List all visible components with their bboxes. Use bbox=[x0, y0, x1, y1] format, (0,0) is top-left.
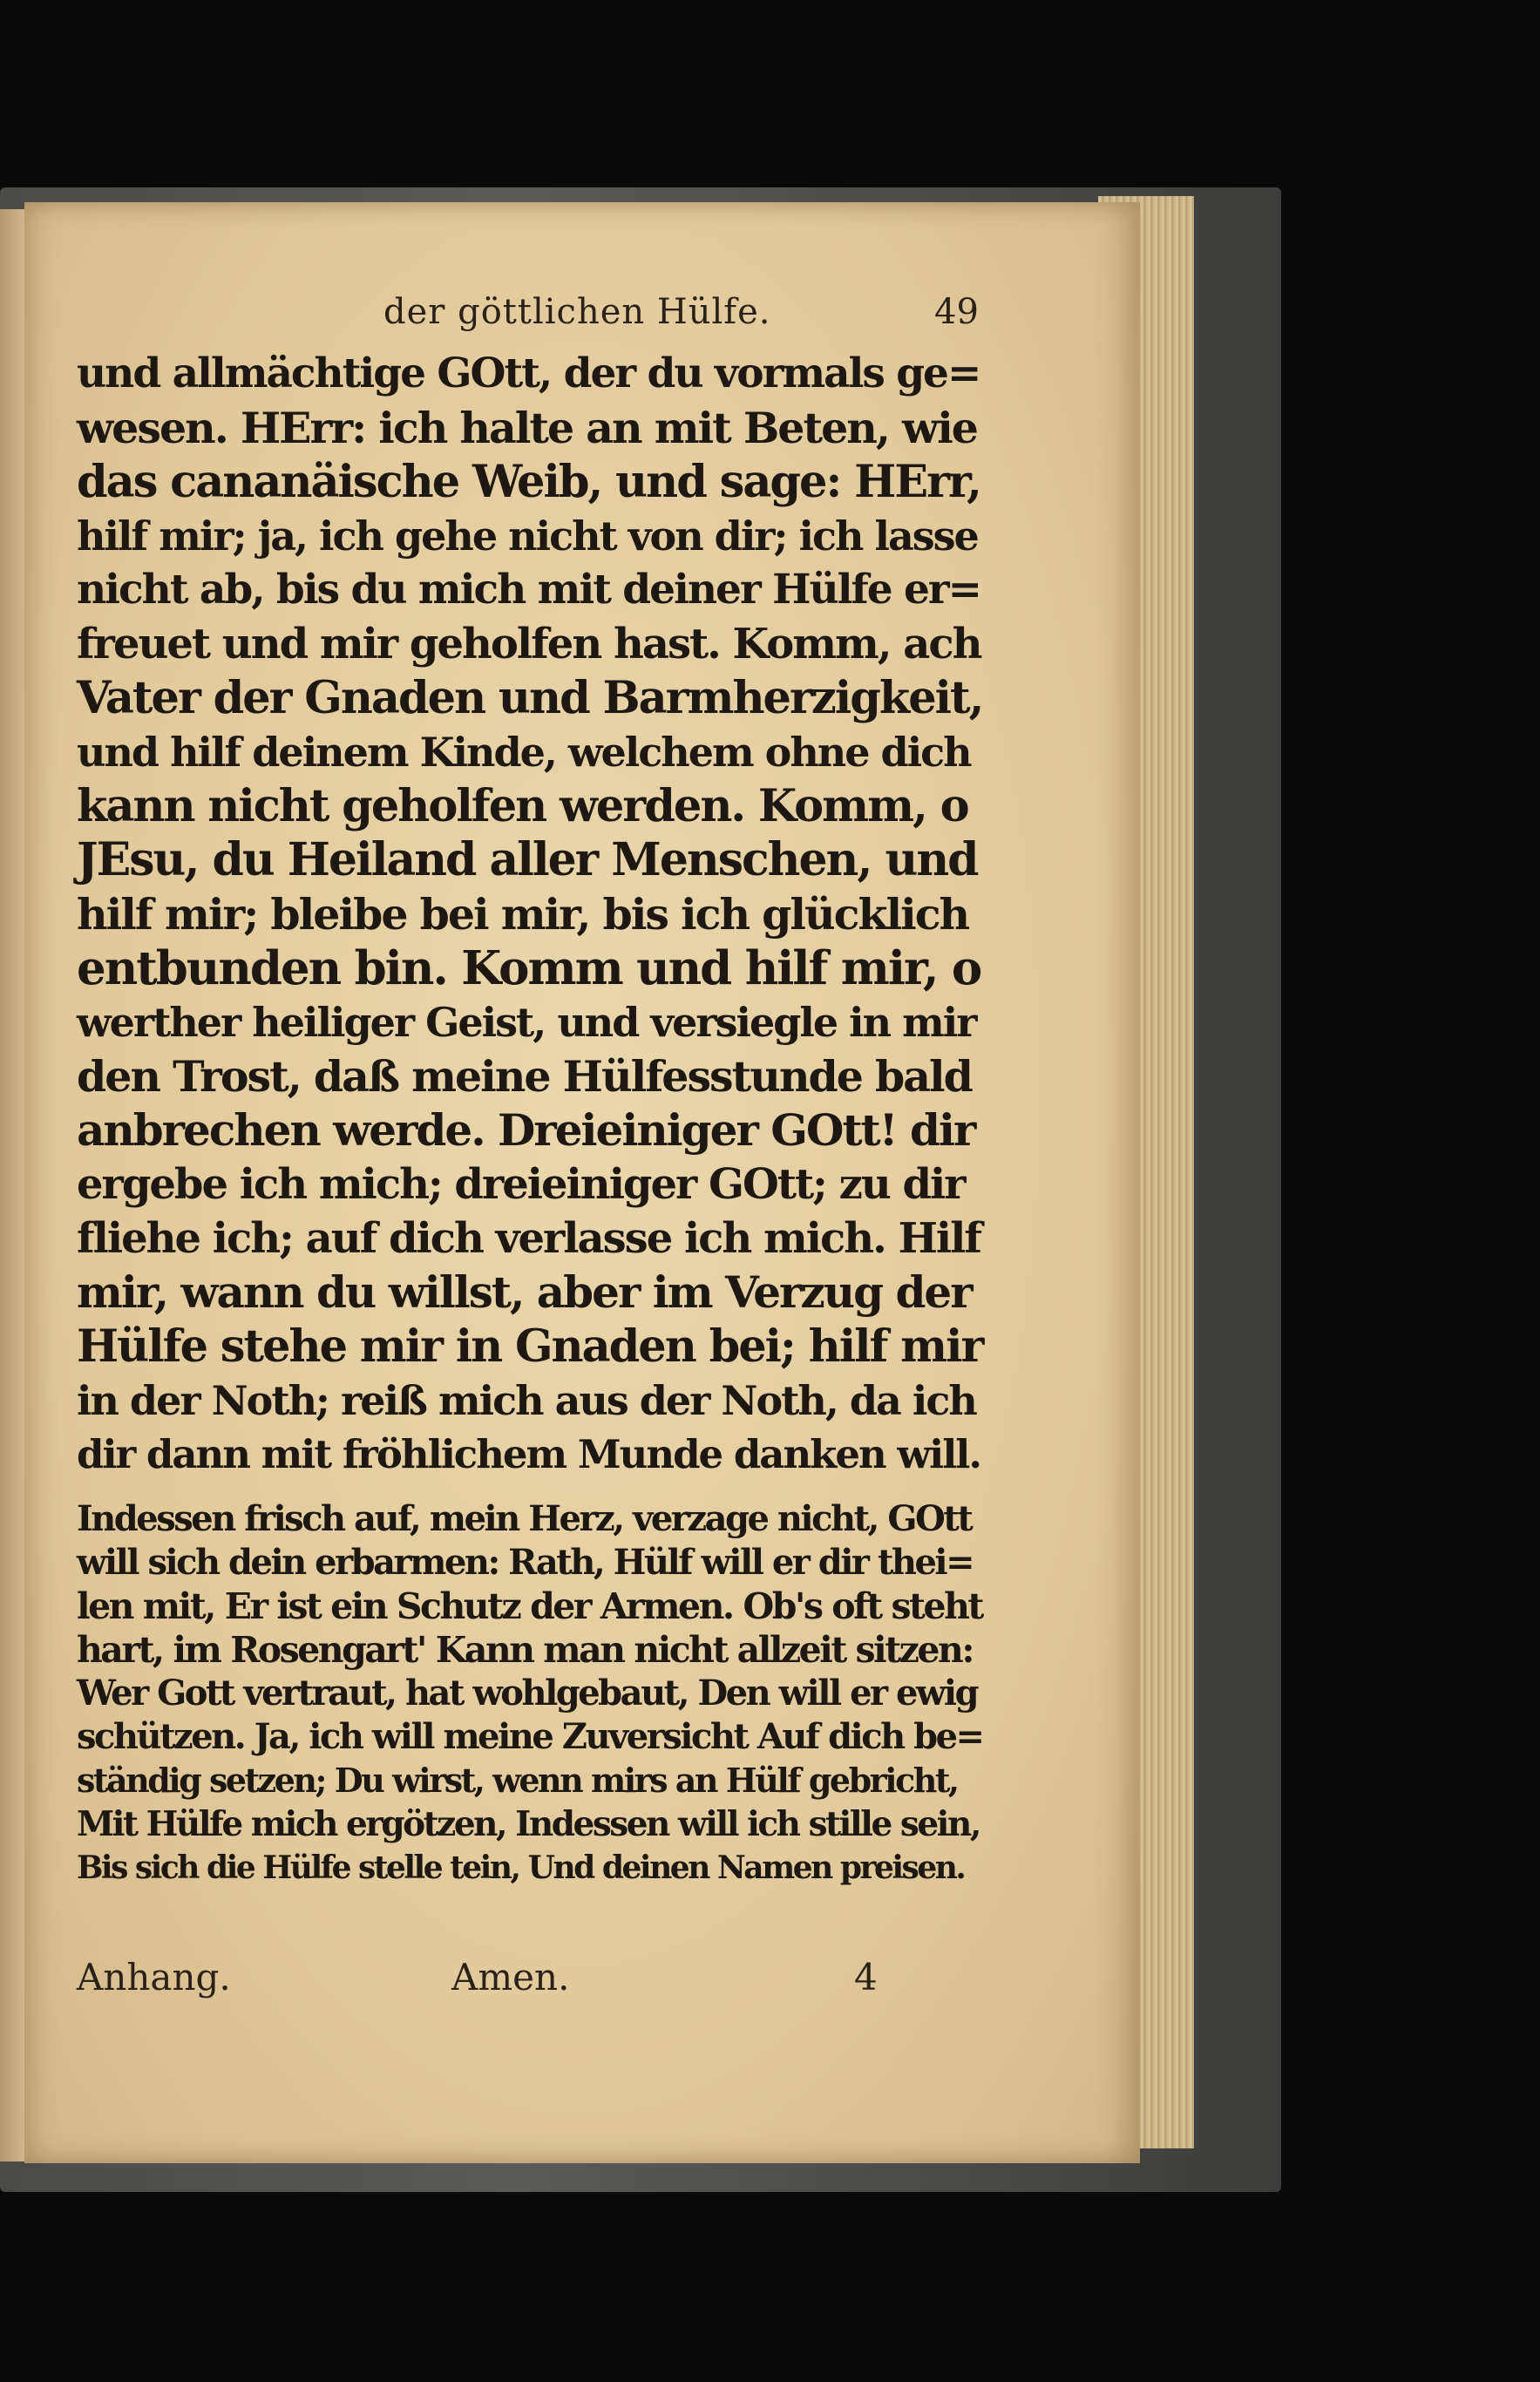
text-line: Vater der Gnaden und Barmherzigkeit, bbox=[77, 672, 983, 724]
text-line: kann nicht geholfen werden. Komm, o bbox=[77, 780, 968, 832]
text-line: und hilf deinem Kinde, welchem ohne dich bbox=[77, 729, 971, 776]
text-line: nicht ab, bis du mich mit deiner Hülfe er= bbox=[77, 566, 981, 614]
text-line: dir dann mit fröhlichem Munde danken will. bbox=[77, 1431, 981, 1477]
verse-line: will sich dein erbarmen: Rath, Hülf will er dir thei= bbox=[77, 1542, 974, 1583]
footer-catchword: Amen. bbox=[451, 1956, 570, 1999]
text-line: das cananäische Weib, und sage: HErr, bbox=[77, 456, 980, 508]
verse-line: Wer Gott vertraut, hat wohlgebaut, Den will er ewig bbox=[77, 1673, 978, 1714]
text-line: entbunden bin. Komm und hilf mir, o bbox=[77, 941, 981, 995]
text-line: Hülfe stehe mir in Gnaden bei; hilf mir bbox=[77, 1320, 983, 1373]
text-line: in der Noth; reiß mich aus der Noth, da ich bbox=[77, 1377, 976, 1424]
text-line: mir, wann du willst, aber im Verzug der bbox=[77, 1266, 972, 1318]
verse-line: schützen. Ja, ich will meine Zuversicht Auf dich be= bbox=[77, 1716, 983, 1757]
verse-line: Indessen frisch auf, mein Herz, verzage nicht, GOtt bbox=[77, 1498, 972, 1539]
text-line: werther heiliger Geist, und versiegle in mir bbox=[77, 999, 976, 1046]
text-line: JEsu, du Heiland aller Menschen, und bbox=[77, 833, 978, 886]
text-line: anbrechen werde. Dreieiniger GOtt! dir bbox=[77, 1104, 975, 1156]
verse-line: ständig setzen; Du wirst, wenn mirs an Hülf gebricht, bbox=[77, 1761, 958, 1800]
text-line: hilf mir; ja, ich gehe nicht von dir; ich lasse bbox=[77, 512, 978, 560]
hymn-verse bbox=[77, 1497, 983, 1890]
verse-line: Bis sich die Hülfe stelle tein, Und deinen Namen preisen. bbox=[77, 1849, 965, 1886]
page-number: 49 bbox=[934, 292, 979, 332]
text-line: hilf mir; bleibe bei mir, bis ich glücklich bbox=[77, 889, 969, 940]
text-line: den Trost, daß meine Hülfesstunde bald bbox=[77, 1051, 972, 1102]
text-line: ergebe ich mich; dreieiniger GOtt; zu dir bbox=[77, 1160, 965, 1209]
verse-line: Mit Hülfe mich ergötzen, Indessen will ich stille sein, bbox=[77, 1804, 980, 1844]
verse-line: len mit, Er ist ein Schutz der Armen. Ob's oft steht bbox=[77, 1585, 982, 1627]
text-line: und allmächtige GOtt, der du vormals ge= bbox=[77, 349, 980, 397]
footer-signature-left: Anhang. bbox=[77, 1956, 231, 1999]
left-page-edge bbox=[0, 209, 24, 2161]
running-head: der göttlichen Hülfe. bbox=[383, 292, 771, 332]
verse-line: hart, im Rosengart' Kann man nicht allzeit sitzen: bbox=[77, 1629, 973, 1671]
text-line: fliehe ich; auf dich verlasse ich mich. Hilf bbox=[77, 1214, 981, 1263]
text-line: freuet und mir geholfen hast. Komm, ach bbox=[77, 620, 981, 668]
text-line: wesen. HErr: ich halte an mit Beten, wie bbox=[77, 403, 977, 453]
footer-signature-number: 4 bbox=[854, 1956, 878, 1999]
prayer-text bbox=[77, 347, 983, 1482]
